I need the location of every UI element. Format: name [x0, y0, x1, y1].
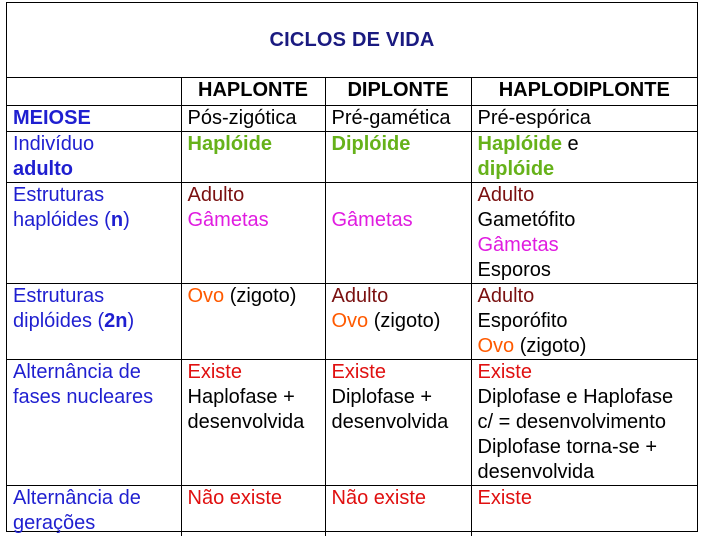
header-diplonte: DIPLONTE — [325, 78, 471, 105]
cell-geracoes-diplonte — [325, 485, 471, 536]
diploides-label-pre: diplóides ( — [13, 309, 105, 332]
cell-haploides-haplonte — [181, 182, 325, 283]
gametas-text: Gâmetas — [187, 208, 269, 231]
fases-haplodiplonte-line2: Diplofase e Haplofase — [477, 385, 674, 408]
haploide-text: Haplóide — [187, 132, 272, 155]
life-cycles-table-frame — [6, 2, 698, 532]
cell-diploides-haplodiplonte — [471, 283, 697, 359]
fases-haplodiplonte-line3: c/ = desenvolvimento — [477, 410, 666, 433]
diploide-text: Diplóide — [331, 132, 411, 155]
gametas-text: Gâmetas — [331, 208, 413, 231]
cell-haploides-diplonte — [325, 182, 471, 283]
fases-diplonte-line2: Diplofase + — [331, 385, 433, 408]
row-haploides — [7, 182, 697, 283]
gametas-text: Gâmetas — [477, 233, 559, 256]
cell-adulto-haplodiplonte — [471, 131, 697, 182]
life-cycles-table — [7, 78, 697, 536]
existe-text: Existe — [331, 360, 386, 383]
header-haplonte: HAPLONTE — [181, 78, 325, 105]
haploides-label-line1: Estruturas — [13, 183, 105, 206]
adulto-label-line2: adulto — [13, 157, 73, 180]
nao-existe-text: Não existe — [187, 486, 282, 509]
meiose-label: MEIOSE — [13, 106, 91, 129]
header-row — [7, 78, 697, 105]
existe-text: Existe — [477, 360, 532, 383]
esporofito-text: Esporófito — [477, 309, 568, 332]
zigoto-text: (zigoto) — [368, 309, 441, 332]
haploid-symbol: n — [110, 208, 124, 231]
header-empty-cell — [7, 78, 181, 105]
header-haplodiplonte: HAPLODIPLONTE — [471, 78, 697, 105]
cell-diploides-diplonte — [325, 283, 471, 359]
diploide-text: diplóide — [477, 157, 555, 180]
adulto-text: Adulto — [477, 183, 535, 206]
row-fases-nucleares — [7, 359, 697, 485]
cell-adulto-diplonte — [325, 131, 471, 182]
fases-label-line2: fases nucleares — [13, 385, 154, 408]
zigoto-text: (zigoto) — [514, 334, 587, 357]
ovo-text: Ovo — [331, 309, 369, 332]
cell-geracoes-haplodiplonte — [471, 485, 697, 536]
table-title: CICLOS DE VIDA — [7, 3, 697, 78]
cell-adulto-haplonte — [181, 131, 325, 182]
adulto-text: Adulto — [331, 284, 389, 307]
diploid-symbol: 2n — [104, 309, 128, 332]
cell-fases-diplonte — [325, 359, 471, 485]
row-label-haploides — [7, 182, 181, 283]
adulto-label-line1: Indivíduo — [13, 132, 95, 155]
existe-text: Existe — [187, 360, 242, 383]
conjunction-text: e — [561, 132, 579, 155]
haploides-label-pre: haplóides ( — [13, 208, 111, 231]
haploides-label-post: ) — [123, 208, 130, 231]
gametofito-text: Gametófito — [477, 208, 576, 231]
adulto-text: Adulto — [477, 284, 535, 307]
cell-meiose-haplonte: Pós-zigótica — [181, 105, 325, 131]
existe-text: Existe — [477, 486, 532, 509]
cell-fases-haplonte — [181, 359, 325, 485]
row-label-adulto — [7, 131, 181, 182]
fases-haplonte-line2: Haplofase + — [187, 385, 295, 408]
adulto-text: Adulto — [187, 183, 245, 206]
diploides-label-line1: Estruturas — [13, 284, 105, 307]
fases-diplonte-line3: desenvolvida — [331, 410, 449, 433]
esporos-text: Esporos — [477, 258, 551, 281]
fases-label-line1: Alternância de — [13, 360, 141, 383]
cell-meiose-haplodiplonte: Pré-espórica — [471, 105, 697, 131]
geracoes-label-line1: Alternância de — [13, 486, 141, 509]
row-label-fases — [7, 359, 181, 485]
fases-haplodiplonte-line4: Diplofase torna-se + — [477, 435, 658, 458]
ovo-text: Ovo — [477, 334, 515, 357]
row-diploides — [7, 283, 697, 359]
haploide-text: Haplóide — [477, 132, 562, 155]
cell-fases-haplodiplonte — [471, 359, 697, 485]
cell-geracoes-haplonte — [181, 485, 325, 536]
row-adulto — [7, 131, 697, 182]
row-label-geracoes — [7, 485, 181, 536]
cell-diploides-haplonte — [181, 283, 325, 359]
nao-existe-text: Não existe — [331, 486, 426, 509]
row-label-diploides — [7, 283, 181, 359]
ovo-text: Ovo — [187, 284, 225, 307]
cell-haploides-haplodiplonte — [471, 182, 697, 283]
zigoto-text: (zigoto) — [224, 284, 297, 307]
geracoes-label-line2: gerações — [13, 511, 96, 534]
fases-haplonte-line3: desenvolvida — [187, 410, 305, 433]
diploides-label-post: ) — [127, 309, 135, 332]
row-geracoes — [7, 485, 697, 536]
fases-haplodiplonte-line5: desenvolvida — [477, 460, 595, 483]
row-meiose — [7, 105, 697, 131]
cell-meiose-diplonte: Pré-gamética — [325, 105, 471, 131]
row-label-meiose — [7, 105, 181, 131]
